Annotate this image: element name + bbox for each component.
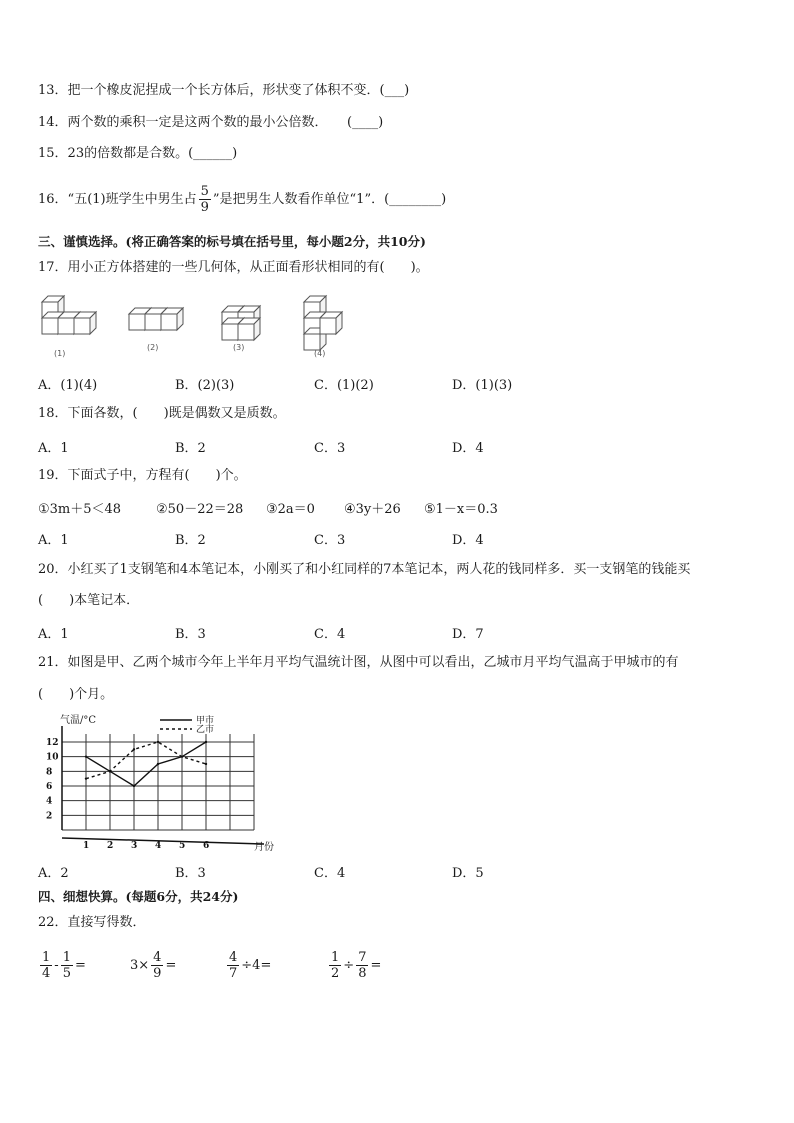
legend-label-1: 甲市 (196, 716, 215, 726)
chart-xlabel: 月份 (254, 842, 274, 853)
legend-label-2: 乙市 (196, 725, 215, 735)
q21-options (38, 862, 738, 880)
fraction-denominator: 2 (331, 966, 340, 981)
fraction-numerator: 1 (62, 950, 71, 965)
question-15: 15．23的倍数都是合数。(______) (38, 146, 238, 161)
fraction-numerator: 4 (153, 950, 162, 965)
fraction-denominator: 4 (42, 966, 51, 981)
fraction-numerator: 7 (358, 950, 367, 965)
y-tick-label: 2 (46, 811, 53, 822)
question-13: 13．把一个橡皮泥捏成一个长方体后，形状变了体积不变．(___) (38, 83, 410, 98)
q17-options (38, 374, 738, 392)
calc-expression-4 (327, 950, 381, 990)
q18-option-d[interactable]: D．4 (452, 441, 484, 456)
expression-suffix: ÷4= (241, 958, 272, 973)
y-tick-label: 12 (46, 738, 59, 748)
q19-option-d[interactable]: D．4 (452, 533, 484, 548)
q17-option-a[interactable]: A．(1)(4) (38, 378, 98, 393)
q21-option-c[interactable]: C．4 (314, 866, 346, 881)
fraction-denominator: 9 (153, 966, 162, 981)
question-14: 14．两个数的乘积一定是这两个数的最小公倍数． (____) (38, 115, 384, 130)
temperature-line-chart (40, 712, 290, 857)
expression-prefix: 3× (130, 958, 150, 973)
calc-expression-3 (225, 950, 271, 990)
question-21-stem-line2: ( )个月。 (38, 687, 114, 702)
figure-3 (222, 306, 260, 340)
question-20-stem-line2: ( )本笔记本． (38, 593, 140, 608)
equals-sign: = (74, 958, 86, 973)
section-4-heading: 四、细想快算。(每题6分，共24分) (38, 889, 239, 904)
q19-options (38, 529, 738, 547)
y-tick-label: 6 (46, 782, 53, 792)
q19-option-b[interactable]: B．2 (175, 533, 206, 548)
equals-sign: = (370, 958, 382, 973)
fraction-denominator: 7 (229, 966, 238, 981)
fraction (151, 950, 163, 981)
q18-option-c[interactable]: C．3 (314, 441, 346, 456)
y-tick-label: 8 (46, 767, 53, 778)
y-tick-label: 10 (46, 752, 59, 763)
q20-option-a[interactable]: A．1 (38, 627, 69, 642)
q19-items (38, 498, 738, 516)
question-20-stem-line1: 20．小红买了1支钢笔和4本笔记本，小刚买了和小红同样的7本笔记本，两人花的钱同样多．买一支钢笔的钱能买 (38, 562, 691, 577)
series-point-2 (157, 741, 159, 743)
x-tick-label: 5 (179, 841, 186, 851)
q19-item-1: ①3m＋5＜48 (38, 502, 122, 517)
figure-4 (304, 296, 342, 350)
question-17-stem: 17．用小正方体搭建的一些几何体，从正面看形状相同的有( )。 (38, 260, 429, 275)
q20-option-d[interactable]: D．7 (452, 627, 484, 642)
fraction-numerator: 5 (200, 184, 209, 199)
x-tick-label: 2 (107, 841, 114, 851)
chart-grid (62, 734, 254, 830)
x-axis (62, 838, 264, 844)
q21-option-b[interactable]: B．3 (175, 866, 206, 881)
calc-expression-2 (130, 950, 176, 990)
figure-2 (129, 308, 183, 330)
y-tick-label: 4 (46, 796, 53, 807)
calc-expression-1 (38, 950, 86, 990)
chart-legend (160, 714, 214, 735)
q18-option-b[interactable]: B．2 (175, 441, 206, 456)
q16-text-pre: 16．“五(1)班学生中男生占 (38, 192, 197, 207)
q19-item-2: ②50－22＝28 (156, 502, 244, 517)
fraction-denominator: 8 (358, 966, 367, 981)
operator: ÷ (343, 958, 355, 973)
x-tick-label: 6 (203, 841, 210, 851)
fraction (227, 950, 239, 981)
q17-figures (38, 292, 368, 362)
question-19-stem: 19．下面式子中，方程有( )个。 (38, 468, 247, 483)
q17-option-c[interactable]: C．(1)(2) (314, 378, 374, 393)
series-point-2 (205, 763, 207, 765)
equals-sign: = (165, 958, 177, 973)
x-tick-label: 3 (131, 841, 138, 851)
fraction-numerator: 1 (331, 950, 340, 965)
q18-options (38, 437, 738, 455)
figure-label-4: (4) (314, 349, 326, 358)
chart-ylabel: 气温/°C (60, 715, 97, 726)
q17-option-b[interactable]: B．(2)(3) (175, 378, 235, 393)
x-tick-label: 4 (155, 841, 162, 851)
section-3-heading: 三、谨慎选择。(将正确答案的标号填在括号里，每小题2分，共10分) (38, 234, 426, 249)
q20-option-b[interactable]: B．3 (175, 627, 206, 642)
series-point-1 (133, 785, 135, 787)
q19-item-4: ④3y＋26 (344, 502, 401, 517)
q16-text-post: ”是把男生人数看作单位“1”．(________) (212, 192, 447, 207)
series-point-1 (85, 755, 87, 757)
fraction-denominator: 5 (62, 966, 71, 981)
q20-option-c[interactable]: C．4 (314, 627, 346, 642)
q19-option-a[interactable]: A．1 (38, 533, 69, 548)
chart-series (85, 741, 207, 787)
operator: - (54, 958, 59, 973)
fraction-numerator: 1 (42, 950, 51, 965)
series-point-1 (205, 741, 207, 743)
chart-svg (40, 712, 290, 857)
fraction (61, 950, 73, 981)
series-point-2 (133, 748, 135, 750)
chart-axes (62, 726, 264, 844)
series-line-2 (86, 742, 206, 779)
q19-item-5: ⑤1－x＝0.3 (424, 502, 498, 517)
q17-cube-figures (38, 292, 368, 362)
q21-option-a[interactable]: A．2 (38, 866, 69, 881)
fraction-numerator: 4 (229, 950, 238, 965)
fraction (329, 950, 341, 981)
question-22-stem: 22．直接写得数． (38, 915, 146, 930)
q18-option-a[interactable]: A．1 (38, 441, 69, 456)
series-point-2 (109, 770, 111, 772)
question-21-stem-line1: 21．如图是甲、乙两个城市今年上半年月平均气温统计图，从图中可以看出，乙城市月平均气温高于甲城市的有 (38, 655, 679, 670)
figure-1 (42, 296, 96, 334)
fraction (40, 950, 52, 981)
x-tick-label: 1 (83, 841, 90, 851)
q20-options (38, 623, 738, 641)
q19-item-3: ③2a＝0 (266, 502, 315, 517)
series-line-1 (86, 742, 206, 786)
fraction-denominator: 9 (200, 200, 209, 215)
question-18-stem: 18．下面各数，( )既是偶数又是质数。 (38, 406, 286, 421)
series-point-2 (181, 755, 183, 757)
figure-label-2: (2) (147, 343, 159, 352)
q17-option-d[interactable]: D．(1)(3) (452, 378, 513, 393)
figure-label-3: (3) (233, 343, 245, 352)
fraction (199, 184, 211, 215)
series-point-1 (157, 763, 159, 765)
fraction (356, 950, 368, 981)
figure-label-1: (1) (54, 349, 66, 358)
question-16 (38, 180, 446, 220)
series-point-2 (85, 777, 87, 779)
q19-option-c[interactable]: C．3 (314, 533, 346, 548)
q21-option-d[interactable]: D．5 (452, 866, 484, 881)
